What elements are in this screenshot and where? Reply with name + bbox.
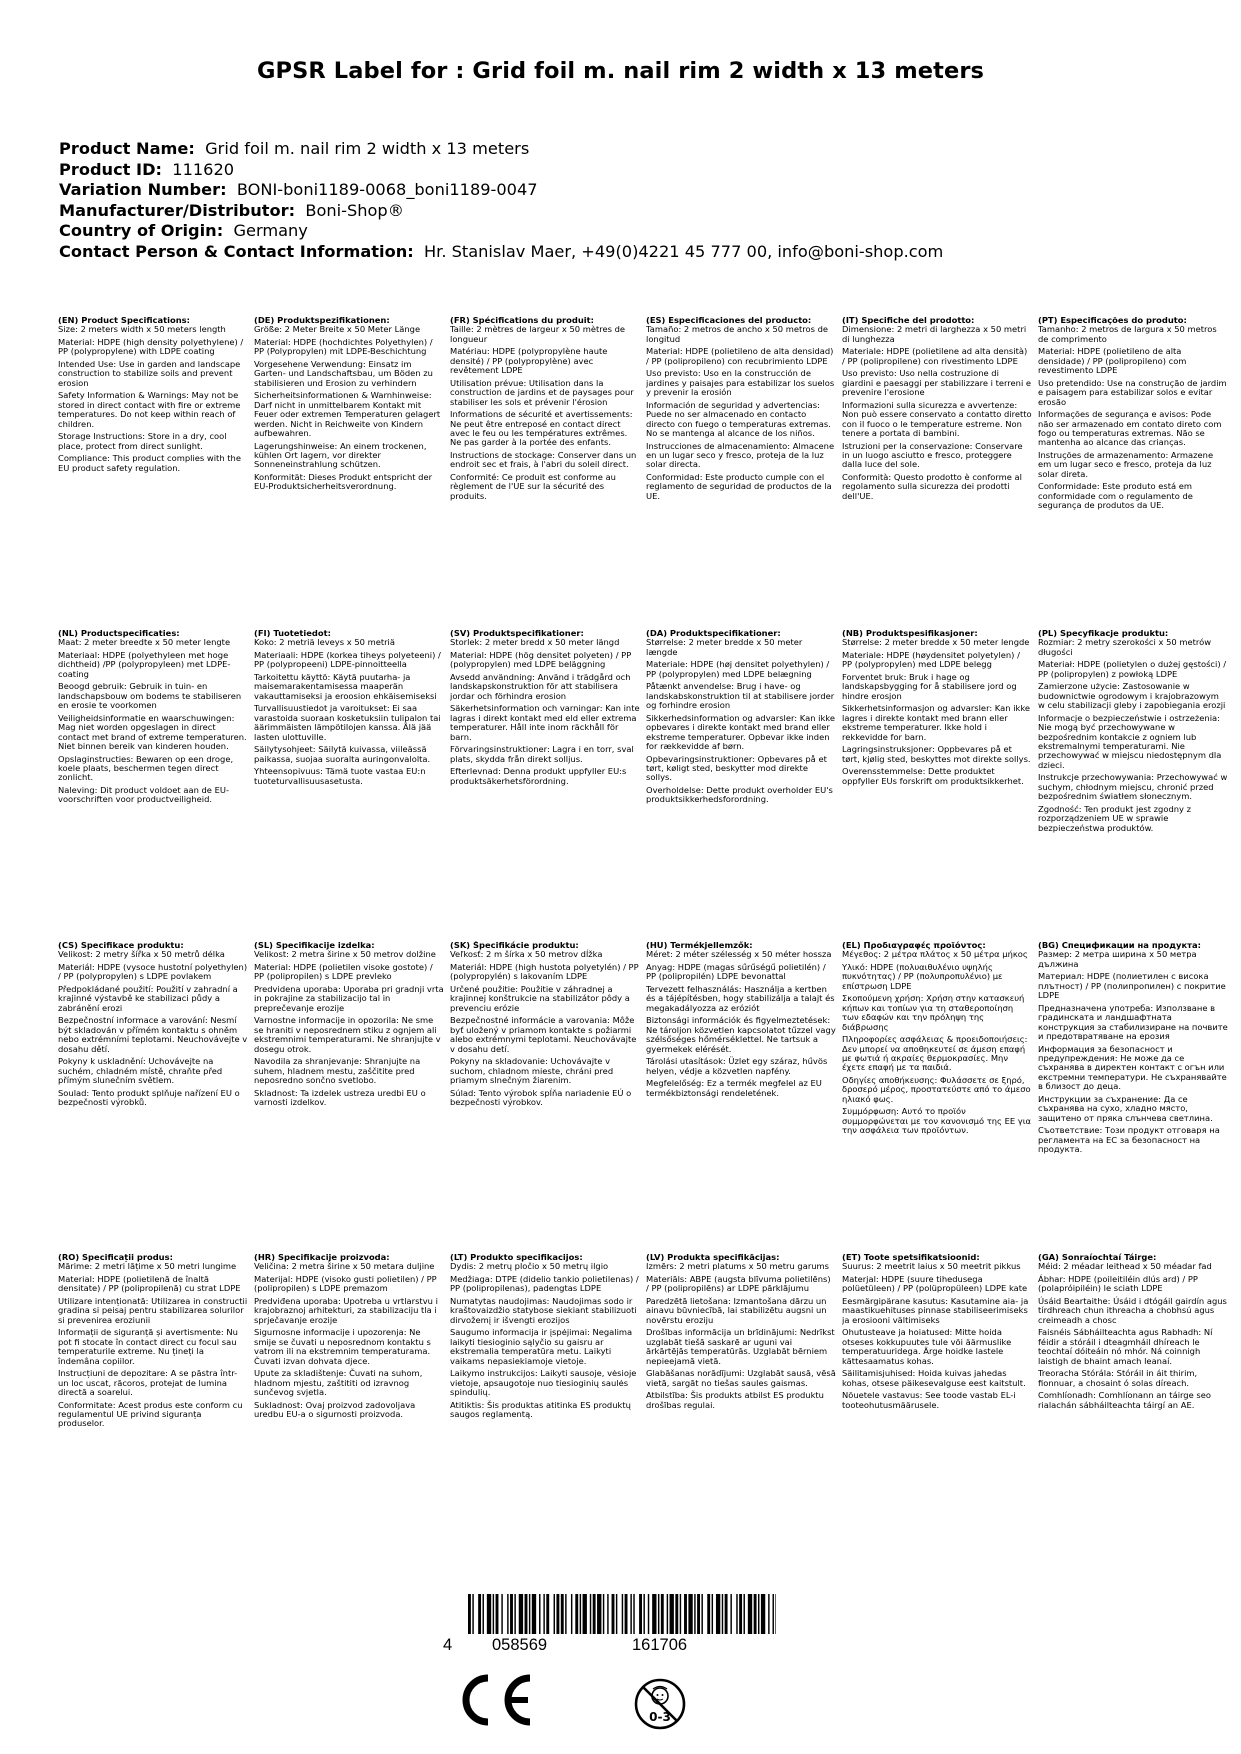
spec-block-heading: (CS) Specifikace produktu:	[58, 941, 184, 950]
spec-block-line: Uso pretendido: Use na construção de jardim e paisagem para estabilizar solos e evitar erosão	[1038, 377, 1227, 407]
spec-block-line: Instrukcje przechowywania: Przechowywać w suchym, chłodnym miejscu, chronić przed bezpośrednim światłem słonecznym.	[1038, 772, 1228, 802]
barcode-bar	[725, 1594, 728, 1634]
spec-block-line: Saugumo informacija ir įspėjimai: Negalima laikyti tiesioginio sąlyčio su gaisru ar ekstremalia temperatūra metu. Laikyti vaikams nepasiekiamoje vietoje.	[450, 1327, 633, 1366]
spec-block	[254, 316, 444, 616]
spec-block-line: Yhteensopivuus: Tämä tuote vastaa EU:n tuoteturvallisuusasetusta.	[254, 766, 426, 786]
barcode-bar	[736, 1594, 737, 1634]
spec-block-line: Material: HDPE (polietileno de alta densidade) / PP (polipropileno) com revestimento LDPE	[1038, 346, 1187, 376]
spec-block-line: Tamaño: 2 metros de ancho x 50 metros de longitud	[646, 324, 829, 344]
spec-block-line: Naleving: Dit product voldoet aan de EU-voorschriften voor productveiligheid.	[58, 785, 229, 805]
spec-block-line: Materiale: HDPE (polietilene ad alta densità) / PP (polipropilene) con rivestimento LDPE	[842, 346, 1028, 366]
spec-block-line: Conformidade: Este produto está em conformidade com o regulamento de segurança de produtos da UE.	[1038, 481, 1193, 511]
spec-block-line: Materiale: HDPE (høj densitet polyethylen) / PP (polypropylen) med LDPE belægning	[646, 659, 830, 679]
spec-block-line: Säilitamisjuhised: Hoida kuivas jahedas kohas, otsese päikesevalguse eest kaitstult.	[842, 1368, 1026, 1388]
spec-block-line: Paredzētā lietošana: Izmantošana dārzu un ainavu būvniecībā, lai stabilizētu augsni un novērstu eroziju	[646, 1296, 827, 1325]
spec-block-line: Material: HDPE (hochdichtes Polyethylen) / PP (Polypropylen) mit LDPE-Beschichtung	[254, 337, 433, 357]
info-value: 111620	[172, 159, 235, 179]
spec-block-line: Rozmiar: 2 metry szerokości x 50 metrów długości	[1038, 637, 1212, 657]
spec-block-heading: (LV) Produkta specifikācijas:	[646, 1253, 780, 1262]
spec-block-line: Suurus: 2 meetrit laius x 50 meetrit pikkus	[842, 1261, 1021, 1272]
spec-block-line: Opbevaringsinstruktioner: Opbevares på et tørt, køligt sted, beskytter mod direkte sollys.	[646, 753, 827, 783]
spec-block-line: Eesmärgipärane kasutus: Kasutamine aia- ja maastikuehituses pinnase stabiliseerimiseks ja erosiooni vältimiseks	[842, 1296, 1029, 1325]
spec-block-line: Informações de segurança e avisos: Pode não ser armazenado em contato direto com fogo ou temperaturas extremas. Não se mantenha ao alcance das crianças.	[1038, 409, 1222, 448]
spec-block-line: Materiál: HDPE (high hustota polyetylén) / PP (polypropylén) s lakovaním LDPE	[450, 962, 639, 982]
spec-block-line: Sikkerhedsinformation og advarsler: Kan ikke opbevares i direkte kontakt med brand eller ekstreme temperaturer. Opbevar ikke inden for rækkevidde af børn.	[646, 712, 835, 752]
spec-block-line: Predvidena uporaba: Uporaba pri gradnji vrta in pokrajine za stabilizacijo tal in preprečevanje erozije	[254, 984, 444, 1013]
spec-block-line: Μέγεθος: 2 μέτρα πλάτος x 50 μέτρα μήκος	[842, 949, 1028, 960]
spec-block	[646, 1253, 836, 1553]
barcode-bar	[580, 1594, 581, 1634]
spec-block-line: Faisnéis Sábháilteachta agus Rabhadh: Ní féidir a stóráil i dteagmháil dhíreach le teochtaí dóiteáin nó mhór. Ná coinnigh laistigh de bhaint amach leanaí.	[1038, 1327, 1213, 1366]
barcode-bar	[622, 1594, 623, 1634]
spec-block-line: Veľkosť: 2 m šírka x 50 metrov dĺžka	[450, 949, 603, 960]
spec-block-line: Pokyny na skladovanie: Uchovávajte v suchom, chladnom mieste, chráni pred priamym slnečným žiarenim.	[450, 1056, 614, 1086]
spec-block-heading: (EN) Product Specifications:	[58, 316, 190, 325]
spec-block-line: Οδηγίες αποθήκευσης: Φυλάσσετε σε ξηρό, δροσερό μέρος, προστατεύστε από το άμεσο ηλιακό φως.	[842, 1075, 1031, 1104]
barcode-bar	[684, 1594, 687, 1634]
info-row-product-name	[59, 139, 1189, 160]
barcode-bar	[633, 1594, 634, 1634]
spec-block-line: Izmērs: 2 metri platums x 50 metru garums	[646, 1261, 830, 1272]
spec-block-line: Σκοπούμενη χρήση: Χρήση στην κατασκευή κήπων και τοπίων για τη σταθεροποίηση των εδαφών και την πρόληψη της διάβρωσης	[842, 993, 1025, 1032]
barcode-bar	[775, 1594, 776, 1634]
spec-block-heading: (IT) Specifiche del prodotto:	[842, 316, 975, 325]
svg-text:0-3: 0-3	[649, 1710, 671, 1724]
spec-block-line: Comhlíonadh: Comhlíonann an táirge seo rialachán sábháilteachta táirgí an AE.	[1038, 1390, 1211, 1410]
spec-block-line: Uso previsto: Uso en la construcción de jardines y paisajes para estabilizar los suelos y prevenir la erosión	[646, 368, 835, 398]
barcode-bar	[701, 1594, 702, 1634]
barcode-bar	[754, 1594, 757, 1634]
barcode-bar	[510, 1594, 513, 1634]
barcode-bar	[739, 1594, 742, 1634]
spec-block-line: Størrelse: 2 meter bredde x 50 meter længde	[646, 637, 803, 657]
spec-block-line: Material: HDPE (polietilenă de înaltă densitate) / PP (polipropilenă) cu strat LDPE	[58, 1274, 241, 1294]
barcode-bar	[630, 1594, 631, 1634]
barcode-bar	[571, 1594, 572, 1634]
barcode-bar	[670, 1594, 674, 1634]
spec-block-line: Instruções de armazenamento: Armazene em um lugar seco e fresco, proteja da luz solar direta.	[1038, 450, 1214, 479]
barcode-bar	[667, 1594, 668, 1634]
info-row-variation-number	[59, 180, 1189, 201]
info-row-manufacturer	[59, 201, 1189, 222]
info-row-product-id	[59, 160, 1189, 181]
spec-block	[450, 941, 640, 1241]
spec-block-heading: (BG) Спецификации на продукта:	[1038, 941, 1201, 950]
barcode-bar	[496, 1594, 499, 1634]
barcode-bar	[590, 1594, 591, 1634]
spec-block-line: Intended Use: Use in garden and landscape construction to stabilize soils and prevent erosion	[58, 359, 241, 388]
spec-block-line: Efterlevnad: Denna produkt uppfyller EU:s produktsäkerhetsförordning.	[450, 766, 627, 786]
spec-block-line: Vorgesehene Verwendung: Einsatz im Garten- und Landschaftsbau, um Böden zu stabilisieren und Erosion zu verhindern	[254, 359, 433, 388]
spec-block-line: Anyag: HDPE (magas sűrűségű polietilén) / PP (polipropilén) LDPE bevonattal	[646, 962, 826, 982]
spec-block-heading: (HR) Specifikacije proizvoda:	[254, 1253, 390, 1262]
info-value: Germany	[233, 221, 308, 241]
spec-block-line: Glabāšanas norādījumi: Uzglabāt sausā, vēsā vietā, sargāt no tiešas saules gaismas.	[646, 1368, 836, 1388]
spec-block-line: Předpokládané použití: Použití v zahradní a krajinné výstavbě ke stabilizaci půdy a zabránění erozi	[58, 984, 238, 1013]
barcode-bar	[472, 1594, 473, 1634]
info-value: Hr. Stanislav Maer, +49(0)4221 45 777 00, info@boni-shop.com	[424, 241, 944, 261]
spec-block-line: Informations de sécurité et avertissements: Ne peut être entreposé en contact direct avec le feu ou les températures extrêmes. Ne pas garder à la portée des enfants.	[450, 409, 633, 448]
barcode-bar	[652, 1594, 656, 1634]
spec-block	[58, 316, 248, 616]
info-label: Product ID:	[59, 159, 162, 179]
barcode-bar	[575, 1594, 578, 1634]
spec-block-heading: (PT) Especificações do produto:	[1038, 316, 1187, 325]
info-row-contact	[59, 242, 1189, 263]
barcode-bar	[680, 1594, 681, 1634]
barcode-bar	[514, 1594, 515, 1634]
spec-block-line: Informacje o bezpieczeństwie i ostrzeżenia: Nie mogą być przechowywane w bezpośrednim kontakcie z ogniem lub ekstremalnymi temperaturami. Nie przechowywać w miejscu niedostępnym dla dzieci.	[1038, 712, 1222, 770]
barcode-bar	[616, 1594, 617, 1634]
spec-block-line: Varnostne informacije in opozorila: Ne sme se hraniti v neposrednem stiku z ognjem ali ekstremnimi temperaturami. Ne shranjujte v dosegu otrok.	[254, 1015, 441, 1054]
spec-block-line: Overensstemmelse: Dette produktet oppfyller EUs forskrift om produktsikkerhet.	[842, 766, 1024, 786]
spec-block-heading: (HU) Termékjellemzők:	[646, 941, 753, 950]
spec-block-line: Safety Information & Warnings: May not be stored in direct contact with fire or extreme temperatures. Do not keep within reach of children.	[58, 390, 241, 429]
barcode-bar	[478, 1594, 481, 1634]
barcode-bar	[744, 1594, 745, 1634]
spec-block-line: Velikost: 2 metra širine x 50 metrov dolžine	[254, 949, 436, 960]
spec-block	[58, 941, 248, 1241]
spec-block-heading: (FR) Spécifications du produit:	[450, 316, 594, 325]
spec-block-line: Mărime: 2 metri lățime x 50 metri lungime	[58, 1261, 237, 1272]
spec-block	[842, 1253, 1032, 1553]
spec-block-line: Nõuetele vastavus: See toode vastab EL-i tooteohutusmäärusele.	[842, 1390, 1016, 1410]
barcode-bar	[761, 1594, 765, 1634]
spec-block-heading: (ET) Toote spetsifikatsioonid:	[842, 1253, 980, 1262]
barcode-bar	[773, 1594, 774, 1634]
spec-block-line: Informații de siguranță și avertismente: Nu pot fi stocate în contact direct cu focul sau temperaturile extreme. Nu țineți la îndemâna copiilor.	[58, 1327, 238, 1366]
barcode-bar	[483, 1594, 484, 1634]
spec-block-line: Atitiktis: Šis produktas atitinka ES produktų saugos reglamentą.	[450, 1399, 631, 1420]
barcode-bar	[707, 1594, 710, 1634]
spec-block-line: Material: HDPE (high density polyethylene) / PP (polypropylene) with LDPE coating	[58, 337, 244, 357]
barcode-digits-right: 161706	[632, 1636, 688, 1654]
barcode-bar	[643, 1594, 644, 1634]
spec-block-line: Forventet bruk: Bruk i hage og landskapsbygging for å stabilisere jord og hindre erosjon	[842, 672, 1017, 701]
spec-block-line: Bezpečnostné informácie a varovania: Môže byť uložený v priamom kontakte s požiarmi alebo extrémnymi teplotami. Neuchovávajte v dosahu detí.	[450, 1015, 637, 1054]
spec-block-heading: (SV) Produktspecifikationer:	[450, 629, 584, 638]
spec-block-line: Información de seguridad y advertencias: Puede no ser almacenado en contacto directo con fuego o temperaturas extremas. No se mantenga al alcance de los niños.	[646, 399, 831, 439]
spec-block-line: Overholdelse: Dette produkt overholder EU's produktsikkerhedsforordning.	[646, 785, 833, 805]
spec-block-line: Taille: 2 mètres de largeur x 50 mètres de longueur	[450, 324, 626, 344]
spec-block-line: Материал: HDPE (полиетилен с висока плътност) / PP (полипропилен) с покритие LDPE	[1038, 971, 1226, 1001]
spec-block-heading: (SK) Špecifikácie produktu:	[450, 941, 579, 950]
barcode-bar	[583, 1594, 587, 1634]
spec-block-line: Koko: 2 metriä leveys x 50 metriä	[254, 637, 395, 648]
ce-mark-icon	[452, 1670, 536, 1730]
spec-block-line: Materiaali: HDPE (korkea tiheys polyeteeni) / PP (polypropeeni) LDPE-pinnoitteella	[254, 650, 441, 670]
barcode-bar	[493, 1594, 494, 1634]
spec-block-line: Compliance: This product complies with the EU product safety regulation.	[58, 453, 241, 473]
info-value: Grid foil m. nail rim 2 width x 13 meters	[205, 139, 530, 158]
spec-block-line: Предназначена употреба: Използване в градинската и ландшафтната конструкция за стабилизиране на почвите и предотвратяване на ерозия	[1038, 1002, 1228, 1042]
spec-block-line: Materiāls: ABPE (augsta blīvuma polietilēns) / PP (polipropilēns) ar LDPE pārklājumu	[646, 1274, 831, 1294]
spec-block-line: Förvaringsinstruktioner: Lagra i en torr, sval plats, skydda från direkt solljus.	[450, 744, 634, 764]
barcode-bar	[543, 1594, 544, 1634]
spec-block-heading: (ES) Especificaciones del producto:	[646, 316, 812, 325]
spec-block-heading: (DA) Produktspecifikationer:	[646, 629, 781, 638]
barcode-bar	[688, 1594, 692, 1634]
spec-block-heading: (RO) Specificații produs:	[58, 1253, 173, 1262]
spec-block-line: Súlad: Tento výrobok spĺňa nariadenie EÚ o bezpečnosti výrobkov.	[450, 1087, 632, 1108]
spec-block-line: Veličina: 2 metra širine x 50 metara duljine	[254, 1261, 435, 1272]
spec-block-line: Tarkoitettu käyttö: Käytä puutarha- ja maisemarakentamisessa maaperän vakauttamiseksi ja eroosion ehkäisemiseksi	[254, 672, 437, 701]
spec-block	[1038, 941, 1228, 1241]
spec-block-line: Dimensione: 2 metri di larghezza x 50 metri di lunghezza	[842, 324, 1027, 344]
spec-block-line: Größe: 2 Meter Breite x 50 Meter Länge	[254, 324, 421, 335]
spec-block-line: Sikkerhetsinformasjon og advarsler: Kan ikke lagres i direkte kontakt med brann eller ekstreme temperaturer. Ikke hold i rekkevidde for barn.	[842, 703, 1031, 742]
spec-block-line: Turvallisuustiedot ja varoitukset: Ei saa varastoida suoraan kosketuksiin tulipalon tai äärimmäisten lämpötilojen kanssa. Älä jää lasten ulottuville.	[254, 703, 441, 742]
spec-block-line: Säilytysohjeet: Säilytä kuivassa, viileässä paikassa, suojaa suoralta auringonvalolta.	[254, 744, 431, 764]
spec-block-line: Tervezett felhasználás: Használja a kertben és a tájépítésben, hogy stabilizálja a talajt és megakadályozza az eróziót	[646, 984, 835, 1013]
spec-block-line: Lagringsinstruksjoner: Oppbevares på et tørt, kjølig sted, beskyttes mot direkte sollys.	[842, 744, 1031, 764]
spec-block	[58, 1253, 248, 1553]
barcode-bar	[716, 1594, 720, 1634]
info-label: Product Name:	[59, 139, 195, 158]
barcode-bar	[529, 1594, 530, 1634]
barcode-bar	[561, 1594, 564, 1634]
product-info	[59, 139, 1189, 263]
barcode-bar	[597, 1594, 601, 1634]
spec-block-line: Utilisation prévue: Utilisation dans la construction de jardins et de paysages pour stabiliser les sols et prévenir l'érosion	[450, 377, 634, 407]
spec-block-line: Laikymo instrukcijos: Laikyti sausoje, vėsioje vietoje, apsaugotoje nuo tiesioginių saulės spindulių.	[450, 1368, 637, 1398]
barcode-bar	[603, 1594, 604, 1634]
barcode	[468, 1594, 776, 1634]
spec-block-line: Utilizare intenționată: Utilizarea in constructii gradina si peisaj pentru stabilizarea solurilor si prevenirea eroziunii	[58, 1296, 248, 1325]
spec-block-heading: (LT) Produkto specifikacijos:	[450, 1253, 583, 1262]
spec-block	[842, 941, 1032, 1241]
spec-block-heading: (PL) Specyfikacje produktu:	[1038, 629, 1169, 638]
barcode-digits-left: 058569	[492, 1636, 548, 1654]
spec-block-line: Lagerungshinweise: An einem trockenen, kühlen Ort lagern, vor direkter Sonneneinstrahlung schützen.	[254, 440, 427, 470]
barcode-bar	[607, 1594, 608, 1634]
barcode-bar	[697, 1594, 700, 1634]
info-value: Boni-Shop®	[305, 200, 404, 220]
barcode-bar	[625, 1594, 628, 1634]
spec-block-line: Påtænkt anvendelse: Brug i have- og landskabskonstruktion til at stabilisere jorder og forhindre erosion	[646, 681, 835, 711]
spec-block-line: Tárolási utasítások: Üzlet egy száraz, hűvös helyen, védje a közvetlen napfény.	[646, 1056, 828, 1076]
barcode-bar	[612, 1594, 615, 1634]
barcode-bar	[639, 1594, 642, 1634]
spec-block-line: Úsáid Beartaithe: Úsáid i dtógáil gairdín agus tírdhreach chun ithreacha a chobhsú agus creimeadh a chosc	[1038, 1296, 1227, 1325]
spec-block-line: Συμμόρφωση: Αυτό το προϊόν συμμορφώνεται με τον κανονισμό της ΕΕ για την ασφάλεια των προϊόντων.	[842, 1106, 1032, 1136]
spec-block-heading: (GA) Sonraíochtaí Táirge:	[1038, 1253, 1157, 1262]
spec-block-line: Conformità: Questo prodotto è conforme al regolamento sulla sicurezza dei prodotti dell'UE.	[842, 472, 1022, 501]
spec-block-line: Ohutusteave ja hoiatused: Mitte hoida otseses kokkupuutes tule või äärmuslike temperatuuridega. Ärge hoidke lastele kättesaamatus kohas.	[842, 1327, 1012, 1366]
spec-block-line: Materiał: HDPE (polietylen o dużej gęstości) / PP (polipropylen) z powłoką LDPE	[1038, 659, 1227, 679]
spec-block	[1038, 316, 1228, 616]
spec-block-line: Conformidad: Este producto cumple con el reglamento de seguridad de productos de la UE.	[646, 472, 832, 501]
barcode-bar	[546, 1594, 549, 1634]
spec-block-line: Material: HDPE (polietileno de alta densidad) / PP (polipropileno) con recubrimiento LDPE	[646, 346, 834, 366]
spec-block-line: Conformitate: Acest produs este conform cu regulamentul UE privind siguranța produselor.	[58, 1399, 243, 1429]
barcode-bar	[712, 1594, 713, 1634]
barcode-bar	[658, 1594, 659, 1634]
spec-block-line: Soulad: Tento produkt splňuje nařízení EU o bezpečnosti výrobků.	[58, 1087, 240, 1108]
spec-block-line: Размер: 2 метра ширина x 50 метра дължина	[1038, 949, 1197, 969]
barcode-bar	[768, 1594, 769, 1634]
spec-block-line: Съответствие: Този продукт отговаря на регламента на ЕС за безопасност на продукта.	[1038, 1125, 1220, 1155]
spec-block-line: Υλικό: HDPE (πολυαιθυλένιο υψηλής πυκνότητας) / PP (πολυπροπυλένιο) με επίστρωση LDPE	[842, 962, 1003, 991]
spec-block-line: Instrucciones de almacenamiento: Almacene en un lugar seco y fresco, proteja de la luz solar directa.	[646, 440, 835, 470]
spec-block-heading: (EL) Προδιαγραφές προϊόντος:	[842, 941, 986, 950]
barcode-bar	[556, 1594, 559, 1634]
spec-block-line: Atbilstība: Šis produkts atbilst ES produktu drošības regulai.	[646, 1390, 824, 1410]
spec-block-line: Určené použitie: Použitie v záhradnej a krajinnej konštrukcie na stabilizátor pôdy a prevenciu erózie	[450, 984, 630, 1013]
spec-block	[254, 629, 444, 929]
spec-block-line: Materijal: HDPE (visoko gusti polietilen) / PP (polipropilen) s LDPE premazom	[254, 1274, 437, 1294]
spec-block-line: Conformité: Ce produit est conforme au règlement de l'UE sur la sécurité des produits.	[450, 472, 616, 501]
spec-block-line: Materiaal: HDPE (polyethyleen met hoge dichtheid) /PP (polypropyleen) met LDPE-coating	[58, 650, 231, 679]
info-label: Contact Person & Contact Information:	[59, 241, 414, 261]
spec-block-line: Biztonsági információk és figyelmeztetések: Ne tároljon közvetlen kapcsolatot tűzzel vagy szélsőséges hőmérséklettel. Ne tartsuk a gyermekek elérését.	[646, 1015, 836, 1054]
spec-block-line: Size: 2 meters width x 50 meters length	[58, 324, 226, 335]
spec-block	[646, 941, 836, 1241]
spec-block-line: Opslaginstructies: Bewaren op een droge, koele plaats, beschermen tegen direct zonlicht.	[58, 753, 234, 783]
spec-block	[254, 1253, 444, 1553]
spec-block	[450, 629, 640, 929]
spec-block-line: Skladnost: Ta izdelek ustreza uredbi EU o varnosti izdelkov.	[254, 1087, 426, 1108]
spec-block-line: Medžiaga: DTPE (didelio tankio polietilenas) / PP (polipropilenas), padengtas LDPE	[450, 1274, 639, 1294]
spec-block-line: Sigurnosne informacije i upozorenja: Ne smije se čuvati u neposrednom kontaktu s vatrom ili na ekstremnim temperaturama. Čuvati izvan dohvata djece.	[254, 1327, 431, 1366]
barcode-bar	[554, 1594, 555, 1634]
spec-block-line: Zamierzone użycie: Zastosowanie w budownictwie ogrodowym i krajobrazowym w celu stabilizacji gleby i zapobiegania erozji	[1038, 681, 1226, 711]
spec-block-line: Avsedd användning: Använd i trädgård och landskapskonstruktion för att stabilisera jordar och förhindra erosion	[450, 672, 631, 701]
barcode-bar	[468, 1594, 471, 1634]
spec-block-line: Tamanho: 2 metros de largura x 50 metros de comprimento	[1038, 324, 1217, 344]
spec-block-line: Matériau: HDPE (polypropylène haute densité) / PP (polypropylène) avec revêtement LDPE	[450, 346, 608, 376]
barcode-bar	[501, 1594, 502, 1634]
spec-block-line: Maat: 2 meter breedte x 50 meter lengte	[58, 637, 231, 648]
spec-block-heading: (FI) Tuotetiedot:	[254, 629, 331, 638]
not-for-children-0-3-icon	[633, 1677, 687, 1731]
info-label: Variation Number:	[59, 180, 227, 200]
spec-block-heading: (NL) Productspecificaties:	[58, 629, 180, 638]
spec-block-line: Zgodność: Ten produkt jest zgodny z rozporządzeniem UE w sprawie bezpieczeństwa produktów.	[1038, 803, 1192, 833]
spec-block-line: Storage Instructions: Store in a dry, cool place, protect from direct sunlight.	[58, 431, 227, 451]
spec-block	[646, 629, 836, 929]
spec-block	[1038, 1253, 1228, 1553]
barcode-bar	[525, 1594, 528, 1634]
barcode-bar	[675, 1594, 678, 1634]
spec-block-line: Materiale: HDPE (høydensitet polyetylen) / PP (polypropylen) med LDPE belegg	[842, 650, 1020, 670]
spec-block	[254, 941, 444, 1241]
spec-block-heading: (SL) Specifikacije izdelka:	[254, 941, 375, 950]
info-row-country	[59, 221, 1189, 242]
spec-block-line: Méid: 2 méadar leithead x 50 méadar fad	[1038, 1261, 1212, 1272]
spec-block-line: Pokyny k uskladnění: Uchovávejte na suchém, chladném místě, chraňte před přímým slunečním světlem.	[58, 1056, 223, 1086]
spec-block	[58, 629, 248, 929]
spec-block	[450, 316, 640, 616]
barcode-bar	[539, 1594, 540, 1634]
spec-block-line: Storlek: 2 meter bredd x 50 meter längd	[450, 637, 620, 648]
spec-block-line: Materiál: HDPE (vysoce hustotní polyethylen) / PP (polypropylen) s LDPE povlakem	[58, 962, 248, 982]
barcode-bar	[730, 1594, 731, 1634]
spec-block-line: Drošības informācija un brīdinājumi: Nedrīkst uzglabāt tiešā saskarē ar uguni vai ārkārtējās temperatūrās. Uzglabāt bērniem nepieejamā vietā.	[646, 1327, 835, 1366]
spec-block-line: Upute za skladištenje: Čuvati na suhom, hladnom mjestu, zaštititi od izravnog sunčevog svjetla.	[254, 1368, 423, 1398]
spec-block-line: Predviđena uporaba: Upotreba u vrtlarstvu i krajobraznoj arhitekturi, za stabilizaciju tla i sprječavanje erozije	[254, 1296, 438, 1325]
spec-block-line: Størrelse: 2 meter bredde x 50 meter lengde	[842, 637, 1030, 648]
barcode-bar	[565, 1594, 566, 1634]
spec-block-line: Materjal: HDPE (suure tihedusega polüetüleen) / PP (polüpropüleen) LDPE kate	[842, 1274, 1028, 1294]
info-value: BONI-boni1189-0068_boni1189-0047	[236, 180, 538, 200]
info-label: Country of Origin:	[59, 221, 224, 241]
barcode-bar	[593, 1594, 596, 1634]
spec-block-line: Ábhar: HDPE (poileitiléin dlús ard) / PP (polapróipiléin) le sciath LDPE	[1038, 1274, 1198, 1294]
spec-block-line: Velikost: 2 metry šířka x 50 metrů délka	[58, 949, 225, 960]
barcode-bar	[507, 1594, 508, 1634]
spec-block-line: Bezpečnostní informace a varování: Nesmí být skladován v přímém kontaktu s ohněm nebo extrémními teplotami. Neuchovávejte v dosahu dětí.	[58, 1015, 248, 1054]
spec-block-line: Instructions de stockage: Conserver dans un endroit sec et frais, à l'abri du soleil direct.	[450, 450, 637, 470]
barcode-bar	[661, 1594, 664, 1634]
barcode-bar	[532, 1594, 536, 1634]
spec-block-line: Megfelelőség: Ez a termék megfelel az EU termékbiztonsági rendeletének.	[646, 1078, 822, 1098]
barcode-bar	[648, 1594, 649, 1634]
spec-block-line: Информация за безопасност и предупреждения: Не може да се съхранява в директен контакт с огън или екстремни температури. Не съхранявайте в близост до деца.	[1038, 1043, 1227, 1092]
barcode-digit-first: 4	[443, 1636, 453, 1654]
page-title: GPSR Label for : Grid foil m. nail rim 2 width x 13 meters	[256, 58, 985, 84]
info-label: Manufacturer/Distributor:	[59, 200, 296, 220]
spec-block-line: Istruzioni per la conservazione: Conservare in un luogo asciutto e fresco, proteggere dalla luce del sole.	[842, 440, 1023, 470]
spec-block-heading: (NB) Produktspesifikasjoner:	[842, 629, 978, 638]
spec-block-line: Instrucțiuni de depozitare: A se păstra într- un loc uscat, răcoros, protejat de lumina directă a soarelui.	[58, 1368, 238, 1398]
spec-block-line: Material: HDPE (polietilen visoke gostote) / PP (polipropilen) s LDPE prevleko	[254, 962, 433, 982]
spec-block-line: Инструкции за съхранение: Да се съхранява на сухо, хладно място, защитено от пряка слънчева светлина.	[1038, 1093, 1213, 1123]
spec-block-line: Dydis: 2 metrų pločio x 50 metrų ilgio	[450, 1261, 609, 1272]
barcode-bar	[722, 1594, 723, 1634]
barcode-bar	[487, 1594, 491, 1634]
spec-block-line: Beoogd gebruik: Gebruik in tuin- en landschapsbouw om bodems te stabiliseren en erosie te voorkomen	[58, 681, 242, 711]
barcode-bar	[758, 1594, 759, 1634]
barcode-bar	[748, 1594, 752, 1634]
spec-block-line: Navodila za shranjevanje: Shranjujte na suhem, hladnem mestu, zaščitite pred neposredno sončno svetlobo.	[254, 1056, 421, 1086]
spec-block-line: Informazioni sulla sicurezza e avvertenze: Non può essere conservato a contatto diretto con il fuoco o le temperature estreme. Non tenere a portata di bambini.	[842, 399, 1032, 439]
spec-block-line: Veiligheidsinformatie en waarschuwingen: Mag niet worden opgeslagen in direct contact met brand of extreme temperaturen. Niet binnen bereik van kinderen houden.	[58, 712, 247, 752]
spec-block-line: Säkerhetsinformation och varningar: Kan inte lagras i direkt kontakt med eld eller extrema temperaturer. Håll inte inom räckhåll för barn.	[450, 703, 640, 742]
barcode-bar	[694, 1594, 695, 1634]
spec-block-line: Material: HDPE (hög densitet polyeten) / PP (polypropylen) med LDPE beläggning	[450, 650, 632, 670]
spec-block-line: Méret: 2 méter szélesség x 50 méter hossza	[646, 949, 832, 960]
spec-block-line: Sicherheitsinformationen & Warnhinweise: Darf nicht in unmittelbarem Kontakt mit Feuer oder extremen Temperaturen gelagert werden. Nicht in Reichweite von Kindern aufbewahren.	[254, 390, 441, 439]
spec-block	[1038, 629, 1228, 929]
barcode-bar	[519, 1594, 523, 1634]
spec-block	[450, 1253, 640, 1553]
spec-block-line: Uso previsto: Uso nella costruzione di giardini e paesaggi per stabilizzare i terreni e prevenire l'erosione	[842, 368, 1032, 398]
spec-block	[842, 316, 1032, 616]
spec-block-line: Konformität: Dieses Produkt entspricht der EU-Produktsicherheitsverordnung.	[254, 472, 433, 492]
spec-block	[842, 629, 1032, 929]
spec-block	[646, 316, 836, 616]
spec-block-heading: (DE) Produktspezifikationen:	[254, 316, 390, 325]
spec-block-line: Numatytas naudojimas: Naudojimas sodo ir kraštovaizdžio statybose siekiant stabilizuoti dirvožemį ir išvengti erozijos	[450, 1296, 637, 1325]
spec-block-line: Treoracha Stórála: Stóráil in áit thirim, fionnuar, a chosaint ó solas díreach.	[1038, 1368, 1198, 1388]
spec-block-line: Πληροφορίες ασφάλειας & προειδοποιήσεις: Δεν μπορεί να αποθηκευτεί σε άμεση επαφή με φωτιά ή ακραίες θερμοκρασίες. Μην έχετε επαφή με τα παιδιά.	[842, 1034, 1028, 1073]
spec-block-line: Sukladnost: Ovaj proizvod zadovoljava uredbu EU-a o sigurnosti proizvoda.	[254, 1399, 416, 1420]
